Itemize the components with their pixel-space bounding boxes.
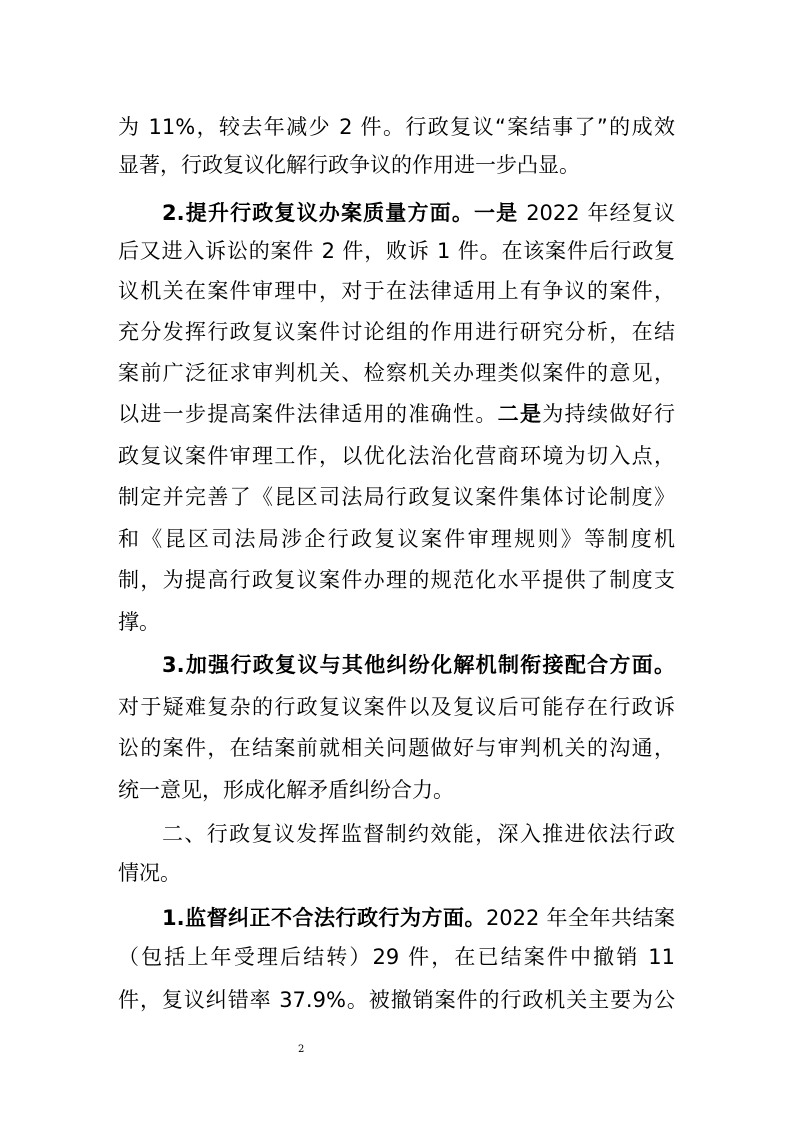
text-segment: 情况。 [118, 861, 181, 885]
text-segment: 为持续做好行 [542, 402, 676, 426]
text-line [118, 113, 675, 141]
text-segment: 为 11%，较去年减少 2 件。行政复议“案结事了”的成效 [118, 115, 675, 139]
text-segment: 充分发挥行政复议案件讨论组的作用进行研究分析，在结 [118, 320, 675, 344]
text-segment: 制定并完善了《昆区司法局行政复议案件集体讨论制度》 [118, 485, 675, 509]
text-segment: 案前广泛征求审判机关、检察机关办理类似案件的意见， [118, 361, 675, 385]
text-line [118, 483, 675, 511]
text-segment: 统一意见，形成化解矛盾纠纷合力。 [118, 778, 454, 802]
text-line [118, 400, 675, 428]
text-line [118, 277, 675, 305]
emphasis-marker: 二是 [497, 402, 543, 426]
text-line [118, 734, 675, 762]
text-line [118, 859, 675, 887]
text-segment: 对于疑难复杂的行政复议案件以及复议后可能存在行政诉 [118, 695, 675, 719]
text-line [118, 943, 675, 971]
section-heading: 1.监督纠正不合法行政行为方面。 [162, 906, 486, 930]
text-line [162, 199, 675, 227]
text-segment: 以进一步提高案件法律适用的准确性。 [118, 402, 498, 426]
text-segment: 2022 年经复议 [518, 201, 675, 225]
text-line [162, 904, 675, 932]
text-segment: 议机关在案件审理中，对于在法律适用上有争议的案件， [118, 279, 675, 303]
text-segment: 讼的案件，在结案前就相关问题做好与审判机关的沟通， [118, 736, 675, 760]
text-line [118, 693, 675, 721]
text-segment: 制，为提高行政复议案件办理的规范化水平提供了制度支 [118, 568, 675, 592]
text-line [118, 566, 675, 594]
text-line [118, 776, 675, 804]
section-title: 二、行政复议发挥监督制约效能，深入推进依法行政 [162, 822, 675, 846]
page-number: 2 [298, 1044, 305, 1055]
text-line [118, 318, 675, 346]
text-line [162, 651, 675, 679]
text-line [162, 820, 675, 848]
text-line [118, 237, 675, 265]
text-line [118, 359, 675, 387]
text-segment: 后又进入诉讼的案件 2 件，败诉 1 件。在该案件后行政复 [118, 239, 675, 263]
text-segment: 撑。 [118, 610, 160, 634]
emphasis-marker: 一是 [474, 201, 519, 225]
text-line [118, 608, 675, 636]
text-line [118, 442, 675, 470]
text-line [118, 986, 675, 1014]
text-segment: 2022 年全年共结案 [485, 906, 675, 930]
text-line [118, 151, 675, 179]
text-segment: 件，复议纠错率 37.9%。被撤销案件的行政机关主要为公 [118, 988, 675, 1012]
text-segment: （包括上年受理后结转）29 件，在已结案件中撤销 11 [118, 945, 675, 969]
section-heading: 3.加强行政复议与其他纠纷化解机制衔接配合方面。 [162, 653, 675, 677]
text-segment: 政复议案件审理工作，以优化法治化营商环境为切入点， [118, 444, 675, 468]
text-line [118, 525, 675, 553]
text-segment: 和《昆区司法局涉企行政复议案件审理规则》等制度机 [118, 527, 675, 551]
section-heading: 2.提升行政复议办案质量方面。 [162, 201, 474, 225]
text-segment: 显著，行政复议化解行政争议的作用进一步凸显。 [118, 153, 580, 177]
